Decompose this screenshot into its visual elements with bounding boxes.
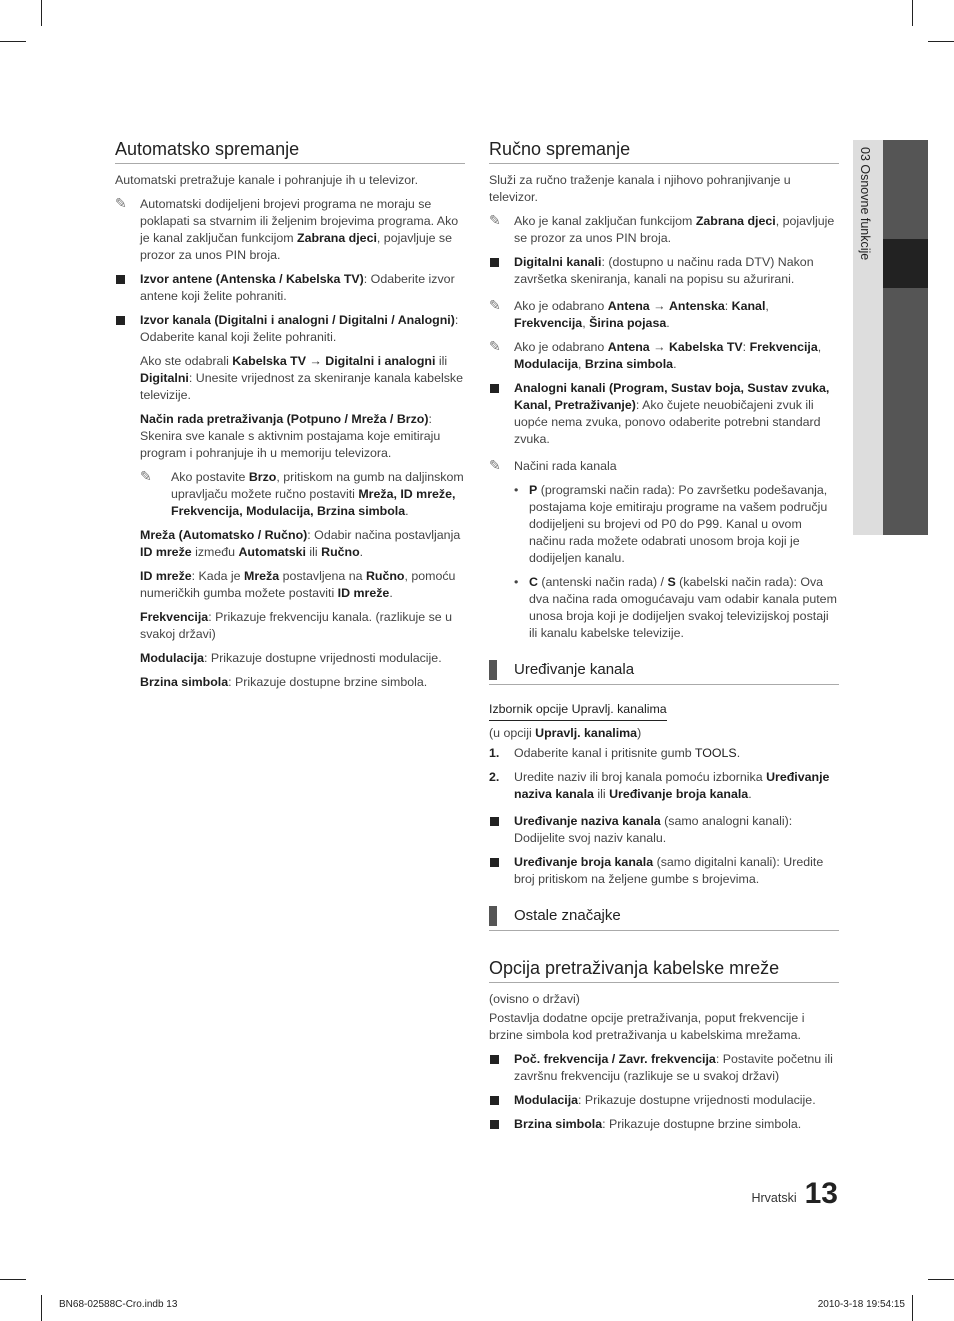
bullet-item-p: • P (programski način rada): Po završetku podešavanja, postajama koje emitiraju programe na vašem području dodijeljeni su brojevi od P0 do P99. Kanal u ovom načinu rada možete odabrati unosom broja koji je dodijeljen kanalu. — [514, 483, 828, 565]
page-footer — [751, 1178, 838, 1210]
crop-mark — [912, 1295, 913, 1321]
print-slug-date: 2010-3-18 19:54:15 — [817, 1299, 905, 1310]
paragraph-id-mreze: ID mreže: Kada je Mreža postavljena na Ručno, pomoću numeričkih gumba možete postaviti ID mreže. — [140, 569, 456, 600]
crop-mark — [0, 1279, 26, 1280]
chapter-tab-marker — [883, 239, 928, 288]
subsection-title-ostale: Ostale značajke — [489, 906, 839, 931]
pencil-note-icon: ✎ — [140, 468, 152, 484]
sub-note-brzo: ✎ Ako postavite Brzo, pritiskom na gumb na daljinskom upravljaču možete ručno postaviti Mreža, ID mreže, Frekvencija, Modulacija, Brzina simbola. — [140, 468, 464, 518]
note-nacini-rada: ✎ Načini rada kanala — [489, 457, 617, 473]
menu-label-wrap — [489, 701, 839, 721]
square-bullet-icon — [490, 817, 499, 826]
paragraph-brzina-simbola: Brzina simbola: Prikazuje dostupne brzine simbola. — [140, 675, 428, 689]
square-bullet-icon — [490, 858, 499, 867]
pencil-note-icon: ✎ — [489, 338, 501, 354]
section-title-opcija: Opcija pretraživanja kabelske mreže — [489, 957, 839, 983]
paragraph-kabelska: Ako ste odabrali Kabelska TV → Digitalni i analogni ili Digitalni: Unesite vrijednost za skeniranje kanala kabelske televizije. — [140, 354, 463, 402]
list-item-digitalni-kanali: Digitalni kanali: (dostupno u načinu rada DTV) Nakon završetka skeniranja, kanali na popisu su ažurirani. — [489, 254, 839, 288]
pencil-note-icon: ✎ — [489, 457, 501, 473]
step-1: 1. Odaberite kanal i pritisnite gumb TOOLS. — [489, 746, 741, 760]
crop-mark — [928, 1279, 954, 1280]
print-slug-file: BN68-02588C-Cro.indb 13 — [59, 1299, 178, 1310]
crop-mark — [41, 0, 42, 26]
country-note: (ovisno o državi) — [489, 992, 580, 1006]
square-bullet-icon — [490, 1120, 499, 1129]
list-item-modulacija: Modulacija: Prikazuje dostupne vrijednosti modulacije. — [489, 1092, 839, 1109]
page-number: 13 — [804, 1177, 838, 1210]
menu-path-note: (u opciji Upravlj. kanalima) — [489, 726, 642, 740]
subsection-title-uredivanje: Uređivanje kanala — [489, 660, 839, 685]
crop-mark — [0, 41, 26, 42]
note-antenska: ✎ Ako je odabrano Antena → Antenska: Kanal, Frekvencija, Širina pojasa. — [489, 297, 769, 330]
square-bullet-icon — [490, 384, 499, 393]
pencil-note-icon: ✎ — [489, 212, 501, 228]
section-title-automatsko: Automatsko spremanje — [115, 138, 465, 164]
bullet-item-c-s: • C (antenski način rada) / S (kabelski način rada): Ova dva načina rada omogućavaju vam odabir kanala putem unosa broja koji je dodijeljen svakoj televizijskoj postaji ili kanalu kabelske televizije. — [514, 575, 837, 640]
square-bullet-icon — [490, 258, 499, 267]
footer-language: Hrvatski — [751, 1191, 797, 1205]
menu-path-label: Izbornik opcije Upravlj. kanalima — [489, 701, 667, 721]
chapter-tab-strip — [883, 140, 928, 535]
subsection-bar — [489, 906, 497, 926]
list-item-izvor-antene: Izvor antene (Antenska / Kabelska TV): Odaberite izvor antene koji želite pohraniti. — [115, 271, 465, 305]
chapter-tab-label: 03 Osnovne funkcije — [858, 147, 872, 261]
paragraph-nacin-rada: Način rada pretraživanja (Potpuno / Mreža / Brzo): Skenira sve kanale s aktivnim postajama koje emitiraju program i pohranjuje ih u memoriju televizora. — [140, 412, 441, 460]
list-item-analogni-kanali: Analogni kanali (Program, Sustav boja, Sustav zvuka, Kanal, Pretraživanje): Ako čujete neuobičajeni zvuk ili uopće nema zvuka, ponovo odaberite potrebni standard zvuka. — [489, 380, 839, 448]
intro-text: Automatski pretražuje kanale i pohranjuje ih u televizor. — [115, 173, 419, 187]
step-2: 2. Uredite naziv ili broj kanala pomoću izbornika Uređivanje naziva kanala ili Uređivanje broja kanala. — [489, 770, 830, 801]
subsection-bar — [489, 660, 497, 680]
list-item-izvor-kanala: Izvor kanala (Digitalni i analogni / Digitalni / Analogni): Odaberite kanal koji želite pohraniti. — [115, 312, 465, 346]
intro-text: Služi za ručno traženje kanala i njihovo pohranjivanje u televizor. — [489, 173, 791, 204]
pencil-note-icon: ✎ — [489, 297, 501, 313]
square-bullet-icon — [490, 1096, 499, 1105]
note-kabelska: ✎ Ako je odabrano Antena → Kabelska TV: Frekvencija, Modulacija, Brzina simbola. — [489, 338, 822, 371]
note: ✎ Automatski dodijeljeni brojevi programa ne moraju se poklapati sa stvarnim ili željenim brojevima programa. Ako je kanal zaključan funkcijom Zabrana djeci, pojavljuje se prozor za unos PIN broja. — [115, 195, 459, 262]
right-column — [489, 138, 839, 1140]
crop-mark — [41, 1295, 42, 1321]
left-column — [115, 138, 465, 698]
pencil-note-icon: ✎ — [115, 195, 127, 211]
dot-bullet-icon: • — [514, 575, 519, 589]
square-bullet-icon — [116, 316, 125, 325]
list-item-uredivanje-broja: Uređivanje broja kanala (samo digitalni kanali): Uredite broj pritiskom na željene gumbe s brojevima. — [489, 854, 839, 888]
list-item-uredivanje-naziva: Uređivanje naziva kanala (samo analogni kanali): Dodijelite svoj naziv kanalu. — [489, 813, 839, 847]
paragraph-modulacija: Modulacija: Prikazuje dostupne vrijednosti modulacije. — [140, 651, 442, 665]
crop-mark — [928, 41, 954, 42]
list-item-brzina-simbola: Brzina simbola: Prikazuje dostupne brzine simbola. — [489, 1116, 839, 1133]
list-item-poc-frekvencija: Poč. frekvencija / Zavr. frekvencija: Postavite početnu ili završnu frekvenciju (razlikuje se u svakoj državi) — [489, 1051, 839, 1085]
section-intro: Postavlja dodatne opcije pretraživanja, poput frekvencije i brzine simbola kod pretraživanja u kabelskima mrežama. — [489, 1011, 805, 1042]
section-title-rucno: Ručno spremanje — [489, 138, 839, 164]
dot-bullet-icon: • — [514, 483, 519, 497]
square-bullet-icon — [116, 275, 125, 284]
paragraph-frekvencija: Frekvencija: Prikazuje frekvenciju kanala. (razlikuje se u svakoj državi) — [140, 610, 452, 641]
crop-mark — [912, 0, 913, 26]
square-bullet-icon — [490, 1055, 499, 1064]
note: ✎ Ako je kanal zaključan funkcijom Zabrana djeci, pojavljuje se prozor za unos PIN broja. — [489, 212, 835, 245]
paragraph-mreza: Mreža (Automatsko / Ručno): Odabir načina postavljanja ID mreže između Automatski ili Ručno. — [140, 528, 461, 559]
